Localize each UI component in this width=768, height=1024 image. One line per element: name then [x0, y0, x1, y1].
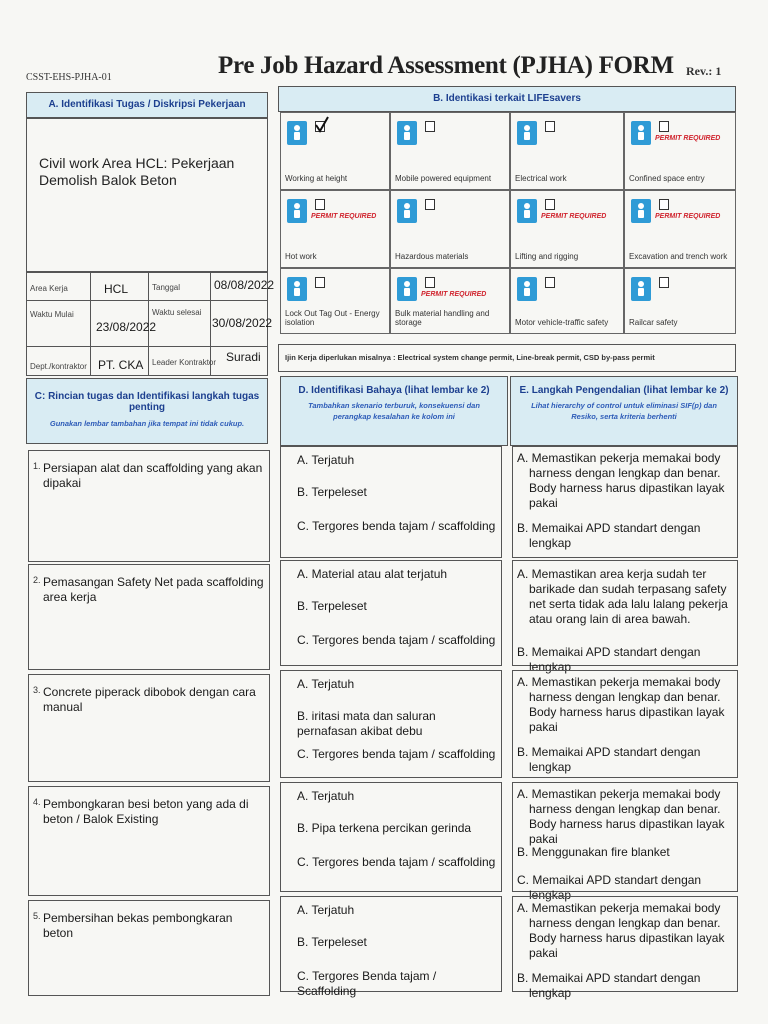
section-d-sub: Tambahkan skenario terburuk, konsekuensi dan perangkap kesalahan ke kolom ini	[308, 401, 480, 421]
control-item: A. Memastikan area kerja sudah ter barikade dan sudah terpasang safety net serta tidak ada lalu lalang pekerja atau orang lain di area bawah.	[517, 567, 728, 626]
task-cell	[28, 450, 270, 562]
hazard-cell	[280, 670, 502, 778]
lifesaver-mobile-powered-equipment	[390, 112, 510, 190]
section-a-header	[26, 92, 268, 118]
task-text: Pemasangan Safety Net pada scaffolding area kerja	[43, 575, 264, 604]
railcar-icon	[631, 277, 651, 301]
lifesaver-hot-work	[280, 190, 390, 268]
tanggal-label: Tanggal	[152, 283, 181, 292]
task-cell	[28, 900, 270, 996]
hot-work-icon	[287, 199, 307, 223]
tanggal-value: 08/08/2022	[214, 278, 275, 292]
hazard-item: B. Pipa terkena percikan gerinda	[297, 821, 472, 835]
control-cell	[512, 896, 738, 1000]
permit-required-label: PERMIT REQUIRED	[655, 135, 721, 142]
task-number: 4.	[33, 797, 41, 807]
hazard-cell	[280, 446, 502, 558]
hazard-item: C. Tergores benda tajam / scaffolding	[297, 747, 496, 761]
electrical-icon	[517, 121, 537, 145]
lifesaver-name: Electrical work	[515, 174, 567, 183]
hazard-item: B. iritasi mata dan saluran pernafasan akibat debu	[297, 709, 436, 738]
lifesaver-name: Hot work	[285, 252, 317, 261]
lifesaver-lock-out-tag-out-energy-isolation	[280, 268, 390, 334]
working-at-height-icon	[287, 121, 307, 145]
control-cell	[512, 446, 738, 558]
vehicle-icon	[517, 277, 537, 301]
permit-required-label: PERMIT REQUIRED	[541, 213, 607, 220]
section-c-header	[26, 378, 268, 444]
hazard-item: C. Tergores benda tajam / scaffolding	[297, 855, 496, 869]
leader-label: Leader Kontraktor	[152, 358, 217, 367]
task-cell	[28, 564, 270, 670]
lifesaver-checkbox[interactable]	[425, 277, 435, 288]
task-cell	[28, 786, 270, 896]
lifesaver-confined-space-entry	[624, 112, 736, 190]
page-title: Pre Job Hazard Assessment (PJHA) FORM	[218, 52, 674, 79]
lifesaver-electrical-work	[510, 112, 624, 190]
control-cell	[512, 782, 738, 902]
hazard-item: B. Terpeleset	[297, 485, 367, 499]
area-kerja-value: HCL	[104, 282, 129, 296]
control-item: B. Memaikai APD standart dengan lengkap	[517, 645, 701, 674]
lifesaver-excavation-and-trench-work	[624, 190, 736, 268]
hazard-item: A. Terjatuh	[297, 903, 355, 917]
lifesaver-name: Working at height	[285, 174, 348, 183]
lifesaver-motor-vehicle-traffic-safety	[510, 268, 624, 334]
permit-required-label: PERMIT REQUIRED	[421, 291, 487, 298]
permit-required-label: PERMIT REQUIRED	[655, 213, 721, 220]
task-text: Concrete piperack dibobok dengan cara manual	[43, 685, 256, 714]
section-d-header	[280, 376, 508, 446]
hazard-item: A. Material atau alat terjatuh	[297, 567, 448, 581]
task-number: 3.	[33, 685, 41, 695]
lifesaver-checkbox[interactable]	[315, 199, 325, 210]
hazard-item: B. Terpeleset	[297, 935, 367, 949]
lifesaver-checkbox[interactable]	[315, 277, 325, 288]
waktu-mulai-value: 23/08/2022	[96, 320, 157, 334]
lifesaver-checkbox[interactable]	[659, 121, 669, 132]
task-description-box	[26, 118, 268, 272]
section-a-heading: A. Identifikasi Tugas / Diskripsi Pekerjaan	[48, 99, 246, 110]
control-item: A. Memastikan pekerja memakai body harness dengan lengkap dan benar. Body harness harus dipastikan layak pakai	[517, 901, 725, 960]
hazard-item: C. Tergores Benda tajam / Scaffolding	[297, 969, 437, 998]
bulk-material-icon	[397, 277, 417, 301]
permit-required-label: PERMIT REQUIRED	[311, 213, 377, 220]
section-e-heading: E. Langkah Pengendalian (lihat lembar ke 2)	[519, 385, 729, 396]
hazard-item: A. Terjatuh	[297, 677, 355, 691]
lifesaver-checkbox[interactable]	[545, 199, 555, 210]
lifesaver-name: Mobile powered equipment	[395, 174, 492, 183]
control-item: B. Memaikai APD standart dengan lengkap	[517, 971, 701, 1000]
lifesaver-name: Motor vehicle-traffic safety	[515, 318, 609, 327]
lifesaver-checkbox[interactable]	[545, 277, 555, 288]
task-text: Persiapan alat dan scaffolding yang akan dipakai	[43, 461, 263, 490]
permit-note: Ijin Kerja diperlukan misalnya : Electrical system change permit, Line-break permit, CSD by-pass permit	[285, 353, 655, 362]
lifesaver-checkbox[interactable]	[425, 121, 435, 132]
section-b-header	[278, 86, 736, 112]
dept-label: Dept./kontraktor	[30, 362, 87, 371]
control-cell	[512, 670, 738, 778]
mobile-equipment-icon	[397, 121, 417, 145]
lockout-icon	[287, 277, 307, 301]
lifesaver-name: Lifting and rigging	[515, 252, 579, 261]
lifesaver-working-at-height	[280, 112, 390, 190]
hazard-cell	[280, 782, 502, 892]
section-e-header	[510, 376, 738, 446]
hazard-cell	[280, 896, 502, 998]
control-item: A. Memastikan pekerja memakai body harness dengan lengkap dan benar. Body harness harus dipastikan layak pakai	[517, 451, 725, 510]
lifesaver-lifting-and-rigging	[510, 190, 624, 268]
revision: Rev.: 1	[686, 64, 722, 78]
control-item: B. Menggunakan fire blanket	[517, 845, 670, 859]
lifesaver-name: Railcar safety	[629, 318, 678, 327]
hazardous-materials-icon	[397, 199, 417, 223]
confined-space-icon	[631, 121, 651, 145]
doc-code: CSST-EHS-PJHA-01	[26, 72, 112, 83]
section-e-sub: Lihat hierarchy of control untuk eliminasi SIF(p) dan Resiko, serta kriteria berhenti	[531, 401, 717, 421]
lifesaver-name: Confined space entry	[629, 174, 705, 183]
section-d-heading: D. Identifikasi Bahaya (lihat lembar ke 2)	[298, 385, 490, 396]
section-c-sub: Gunakan lembar tambahan jika tempat ini tidak cukup.	[49, 419, 245, 428]
control-item: A. Memastikan pekerja memakai body harness dengan lengkap dan benar. Body harness harus dipastikan layak pakai	[517, 675, 725, 734]
hazard-item: C. Tergores benda tajam / scaffolding	[297, 633, 496, 647]
lifesaver-bulk-material-handling-and-storage	[390, 268, 510, 334]
task-number: 2.	[33, 575, 41, 585]
excavation-icon	[631, 199, 651, 223]
lifting-icon	[517, 199, 537, 223]
task-text: Pembersihan bekas pembongkaran beton	[43, 911, 233, 940]
task-cell	[28, 674, 270, 782]
control-item: C. Memaikai APD standart dengan lengkap	[517, 873, 702, 902]
lifesaver-checkbox[interactable]	[659, 199, 669, 210]
section-b-heading: B. Identikasi terkait LIFEsavers	[433, 93, 581, 104]
hazard-cell	[280, 560, 502, 666]
lifesaver-checkbox[interactable]	[315, 121, 325, 132]
lifesaver-name: Bulk material handling and storage	[395, 309, 490, 327]
lifesaver-checkbox[interactable]	[545, 121, 555, 132]
dept-value: PT. CKA	[98, 358, 144, 372]
control-item: B. Memaikai APD standart dengan lengkap	[517, 745, 701, 774]
hazard-item: A. Terjatuh	[297, 789, 355, 803]
task-number: 5.	[33, 911, 41, 921]
task-description: Civil work Area HCL: Pekerjaan Demolish Balok Beton	[39, 155, 235, 188]
waktu-selesai-label: Waktu selesai	[152, 308, 202, 317]
lifesaver-hazardous-materials	[390, 190, 510, 268]
lifesaver-railcar-safety	[624, 268, 736, 334]
control-cell	[512, 560, 738, 674]
control-item: A. Memastikan pekerja memakai body harness dengan lengkap dan benar. Body harness harus dipastikan layak pakai	[517, 787, 725, 846]
leader-value: Suradi	[226, 350, 261, 364]
waktu-mulai-label: Waktu Mulai	[30, 310, 74, 319]
task-number: 1.	[33, 461, 41, 471]
lifesaver-checkbox[interactable]	[659, 277, 669, 288]
lifesaver-name: Lock Out Tag Out - Energy isolation	[285, 309, 380, 327]
waktu-selesai-value: 30/08/2022	[212, 316, 273, 330]
area-kerja-label: Area Kerja	[30, 284, 68, 293]
lifesaver-checkbox[interactable]	[425, 199, 435, 210]
section-c-heading: C: Rincian tugas dan Identifikasi langkah tugas penting	[34, 391, 260, 413]
hazard-item: A. Terjatuh	[297, 453, 355, 467]
hazard-item: C. Tergores benda tajam / scaffolding	[297, 519, 496, 533]
lifesaver-name: Excavation and trench work	[629, 252, 728, 261]
lifesaver-name: Hazardous materials	[395, 252, 469, 261]
control-item: B. Memaikai APD standart dengan lengkap	[517, 521, 701, 550]
permit-note-box	[278, 344, 736, 372]
task-text: Pembongkaran besi beton yang ada di beton / Balok Existing	[43, 797, 249, 826]
hazard-item: B. Terpeleset	[297, 599, 367, 613]
